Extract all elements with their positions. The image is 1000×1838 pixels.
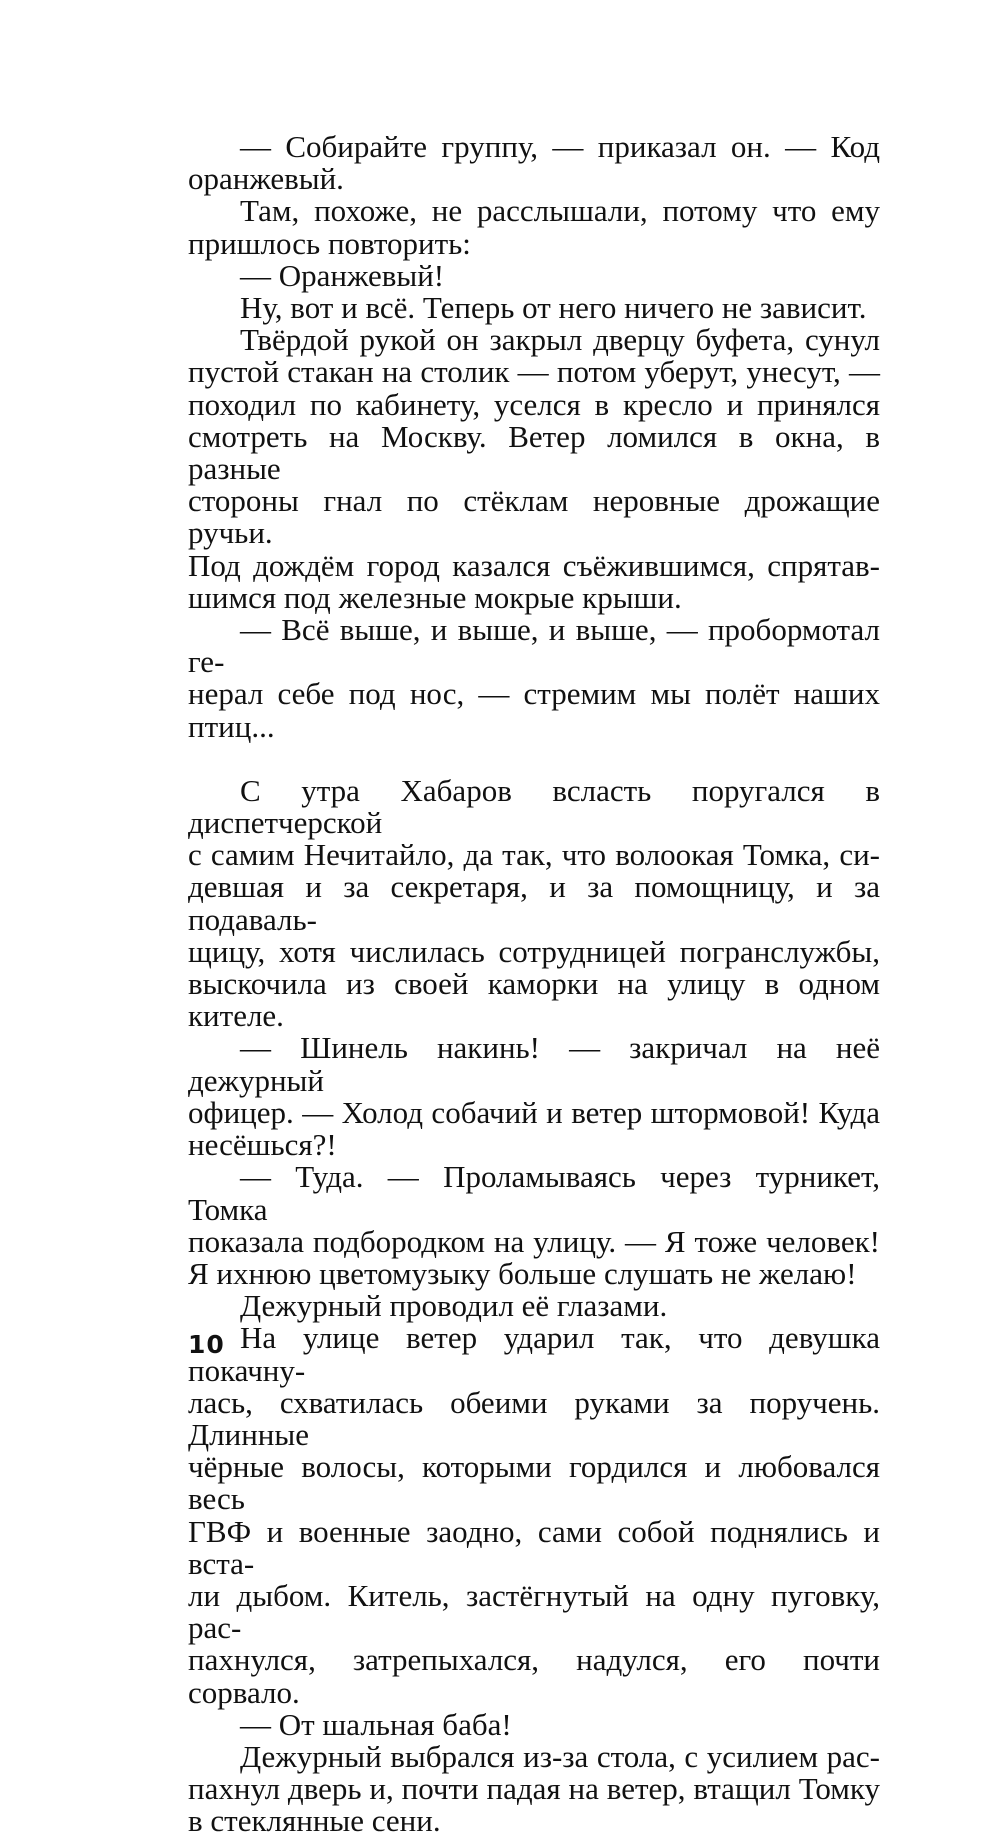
text-line: Под дождём город казался съёжившимся, спрятав- [188, 547, 880, 583]
text-line: стороны гнал по стёклам неровные дрожащие ручьи. [188, 483, 880, 551]
text-line: — Туда. — Проламываясь через турникет, Томка [188, 1159, 880, 1227]
text-line: — Шинель накинь! — закричал на неё дежурный [188, 1030, 880, 1098]
text-line: ГВФ и военные заодно, сами собой поднялись и вста- [188, 1513, 880, 1581]
text-line: — От шальная баба! [240, 1706, 512, 1742]
text-line: шимся под железные мокрые крыши. [188, 579, 682, 615]
text-line: С утра Хабаров всласть поругался в диспетчерской [188, 772, 880, 841]
page-number: 10 [188, 1330, 225, 1359]
text-line: пустой стакан на столик — потом уберут, унесут, — [188, 354, 880, 390]
text-line: с самим Нечитайло, да так, что волоокая Томка, си- [188, 837, 880, 873]
text-line: пахнул дверь и, почти падая на ветер, втащил Томку [188, 1771, 880, 1807]
text-line: пришлось повторить: [188, 225, 471, 261]
text-line: Я ихнюю цветомузыку больше слушать не желаю! [188, 1255, 857, 1291]
paragraph [188, 1706, 880, 1742]
paragraph [188, 292, 880, 324]
text-line: девшая и за секретаря, и за помощницу, и за подаваль- [188, 869, 880, 937]
text-line: показала подбородком на улицу. — Я тоже человек! [188, 1223, 880, 1259]
paragraph [188, 1738, 880, 1838]
text-line: офицер. — Холод собачий и ветер штормовой! Куда [188, 1094, 880, 1130]
text-line: оранжевый. [188, 161, 344, 197]
text-line: выскочила из своей каморки на улицу в одном кителе. [188, 966, 880, 1034]
text-line: пахнулся, затрепыхался, надулся, его почти сорвало. [188, 1642, 880, 1710]
text-line: ли дыбом. Китель, застёгнутый на одну пуговку, рас- [188, 1577, 880, 1646]
paragraph [188, 614, 880, 743]
paragraph [188, 1290, 880, 1322]
text-line: На улице ветер ударил так, что девушка покачну- [188, 1320, 880, 1388]
text-line: щицу, хотя числилась сотрудницей погранслужбы, [188, 933, 880, 969]
text-line: — Собирайте группу, — приказал он. — Код [240, 129, 880, 164]
text-line: походил по кабинету, уселся в кресло и принялся [188, 386, 880, 422]
paragraph [188, 131, 880, 195]
text-line: Дежурный проводил её глазами. [240, 1288, 668, 1324]
paragraph [188, 195, 880, 259]
text-line: несёшься?! [188, 1127, 337, 1163]
text-line: в стеклянные сени. [188, 1803, 441, 1838]
text-line: Ну, вот и всё. Теперь от него ничего не зависит. [240, 290, 867, 326]
paragraph [188, 1322, 880, 1708]
paragraph [188, 257, 880, 293]
text-line: Там, похоже, не расслышали, потому что ему [240, 193, 880, 229]
paragraph [188, 324, 880, 614]
text-line: чёрные волосы, которыми гордился и любовался весь [188, 1449, 880, 1517]
body-text [188, 131, 880, 1838]
paragraph [188, 1161, 880, 1290]
text-line: лась, схватилась обеими руками за поручень. Длинные [188, 1384, 880, 1452]
paragraph [188, 772, 880, 1034]
text-line: — Оранжевый! [240, 257, 445, 293]
section-break [188, 743, 880, 775]
text-line: — Всё выше, и выше, и выше, — пробормотал ге- [188, 612, 880, 680]
paragraph [188, 1032, 880, 1161]
text-line: нерал себе под нос, — стремим мы полёт наших птиц... [188, 676, 880, 744]
text-line: смотреть на Москву. Ветер ломился в окна, в разные [188, 418, 880, 487]
text-line: Твёрдой рукой он закрыл дверцу буфета, сунул [240, 322, 880, 358]
text-line: Дежурный выбрался из-за стола, с усилием рас- [240, 1738, 880, 1774]
